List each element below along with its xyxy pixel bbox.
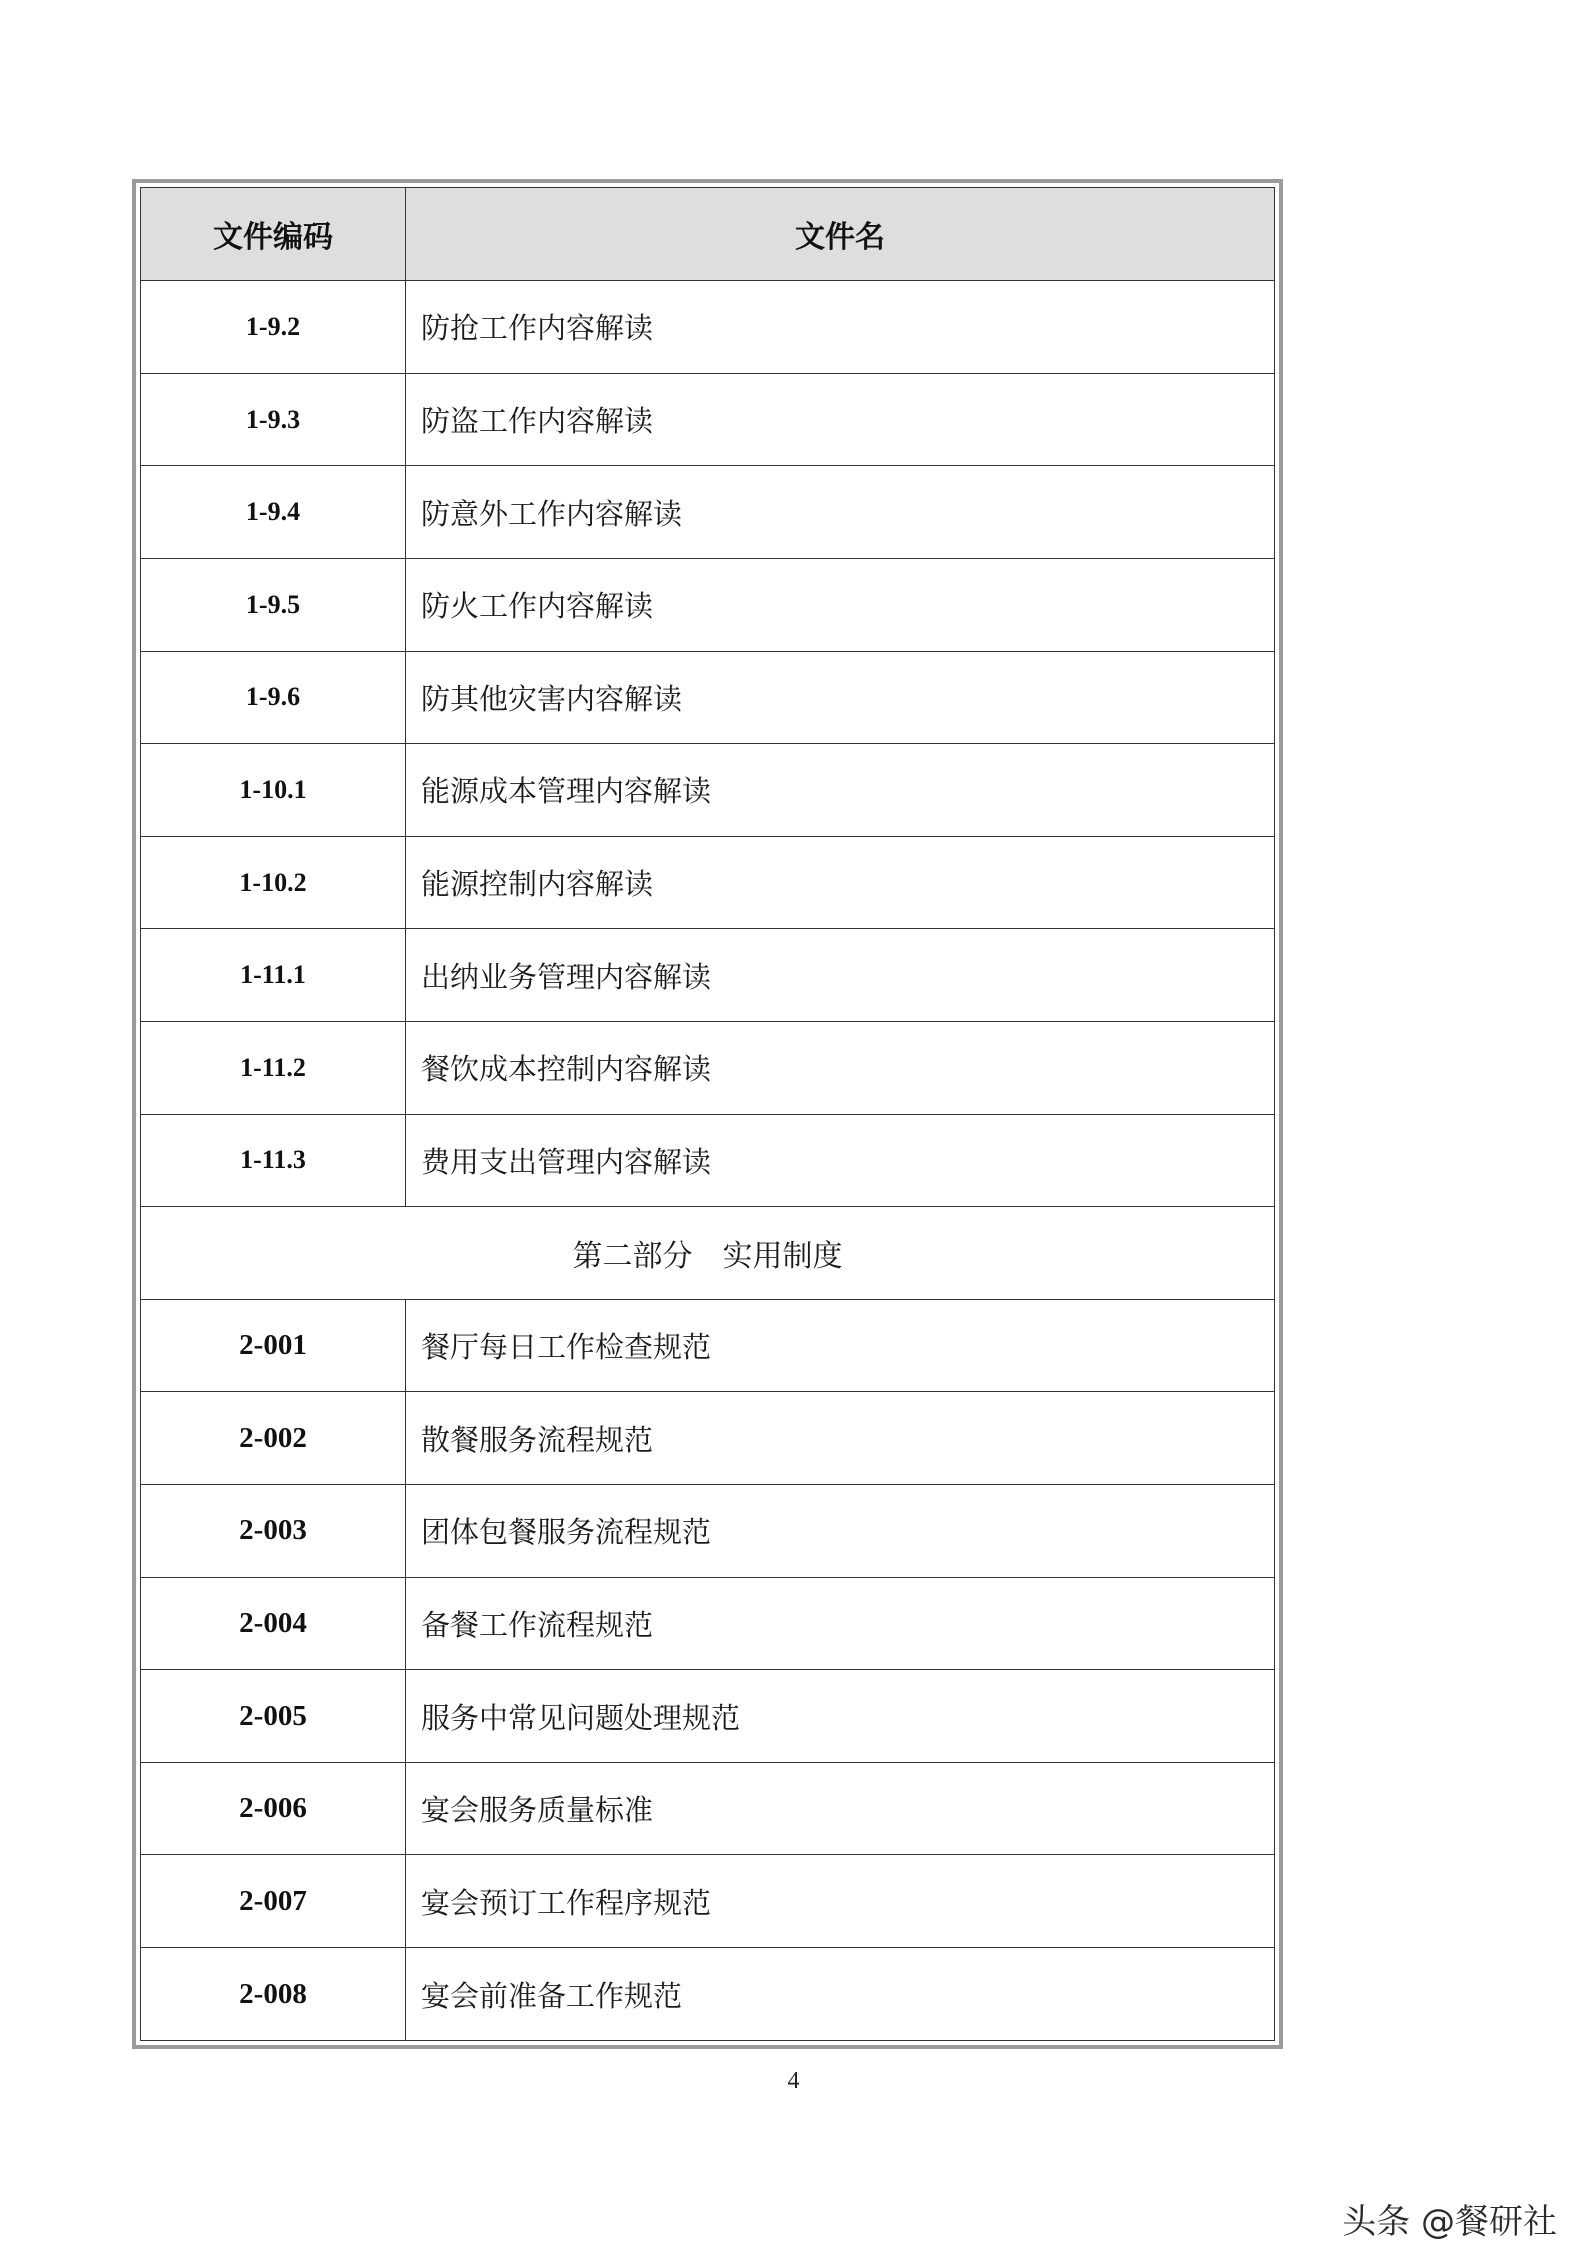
file-code-cell: 2-007 <box>141 1855 406 1948</box>
file-code-cell: 1-9.6 <box>141 651 406 744</box>
file-name-cell: 散餐服务流程规范 <box>406 1392 1275 1485</box>
table-row <box>141 1299 1275 1392</box>
file-code-cell: 2-008 <box>141 1948 406 2041</box>
file-name-cell: 服务中常见问题处理规范 <box>406 1670 1275 1763</box>
file-name-cell: 防火工作内容解读 <box>406 558 1275 651</box>
file-code-cell: 2-002 <box>141 1392 406 1485</box>
file-code-cell: 1-9.5 <box>141 558 406 651</box>
file-name-cell: 餐饮成本控制内容解读 <box>406 1022 1275 1115</box>
table-row <box>141 1114 1275 1207</box>
table-row <box>141 1855 1275 1948</box>
file-name-cell: 宴会服务质量标准 <box>406 1762 1275 1855</box>
file-code-cell: 1-9.3 <box>141 373 406 466</box>
file-name-cell: 防盗工作内容解读 <box>406 373 1275 466</box>
table-row <box>141 1392 1275 1485</box>
document-table-frame <box>132 179 1283 2049</box>
table-row <box>141 1577 1275 1670</box>
watermark: 头条 @餐研社 <box>1342 2202 1557 2242</box>
table-row <box>141 1948 1275 2041</box>
file-name-cell: 出纳业务管理内容解读 <box>406 929 1275 1022</box>
table-row <box>141 558 1275 651</box>
file-code-cell: 1-10.1 <box>141 744 406 837</box>
table-row <box>141 466 1275 559</box>
file-name-cell: 餐厅每日工作检查规范 <box>406 1299 1275 1392</box>
file-code-cell: 1-10.2 <box>141 836 406 929</box>
file-name-cell: 防抢工作内容解读 <box>406 281 1275 374</box>
file-code-cell: 1-11.1 <box>141 929 406 1022</box>
table-row <box>141 1670 1275 1763</box>
file-code-cell: 1-11.2 <box>141 1022 406 1115</box>
table-row <box>141 1762 1275 1855</box>
table-row <box>141 836 1275 929</box>
file-name-cell: 团体包餐服务流程规范 <box>406 1485 1275 1578</box>
table-header-row <box>141 188 1275 281</box>
file-name-cell: 防意外工作内容解读 <box>406 466 1275 559</box>
file-code-cell: 2-004 <box>141 1577 406 1670</box>
file-name-cell: 宴会预订工作程序规范 <box>406 1855 1275 1948</box>
file-name-cell: 能源控制内容解读 <box>406 836 1275 929</box>
file-code-cell: 1-9.4 <box>141 466 406 559</box>
table-row <box>141 929 1275 1022</box>
file-code-cell: 2-006 <box>141 1762 406 1855</box>
table-row <box>141 1485 1275 1578</box>
table-row <box>141 651 1275 744</box>
file-name-cell: 能源成本管理内容解读 <box>406 744 1275 837</box>
table-row <box>141 744 1275 837</box>
header-file-name: 文件名 <box>406 188 1275 281</box>
section-row <box>141 1207 1275 1300</box>
file-code-cell: 1-11.3 <box>141 1114 406 1207</box>
file-name-cell: 备餐工作流程规范 <box>406 1577 1275 1670</box>
header-file-code: 文件编码 <box>141 188 406 281</box>
section-title: 第二部分 实用制度 <box>141 1207 1275 1300</box>
table-row <box>141 373 1275 466</box>
page-number: 4 <box>787 2068 800 2094</box>
file-code-cell: 2-003 <box>141 1485 406 1578</box>
table-row <box>141 1022 1275 1115</box>
file-name-cell: 宴会前准备工作规范 <box>406 1948 1275 2041</box>
file-index-table <box>140 187 1275 2041</box>
file-name-cell: 费用支出管理内容解读 <box>406 1114 1275 1207</box>
file-name-cell: 防其他灾害内容解读 <box>406 651 1275 744</box>
table-row <box>141 281 1275 374</box>
file-code-cell: 1-9.2 <box>141 281 406 374</box>
file-code-cell: 2-001 <box>141 1299 406 1392</box>
file-code-cell: 2-005 <box>141 1670 406 1763</box>
